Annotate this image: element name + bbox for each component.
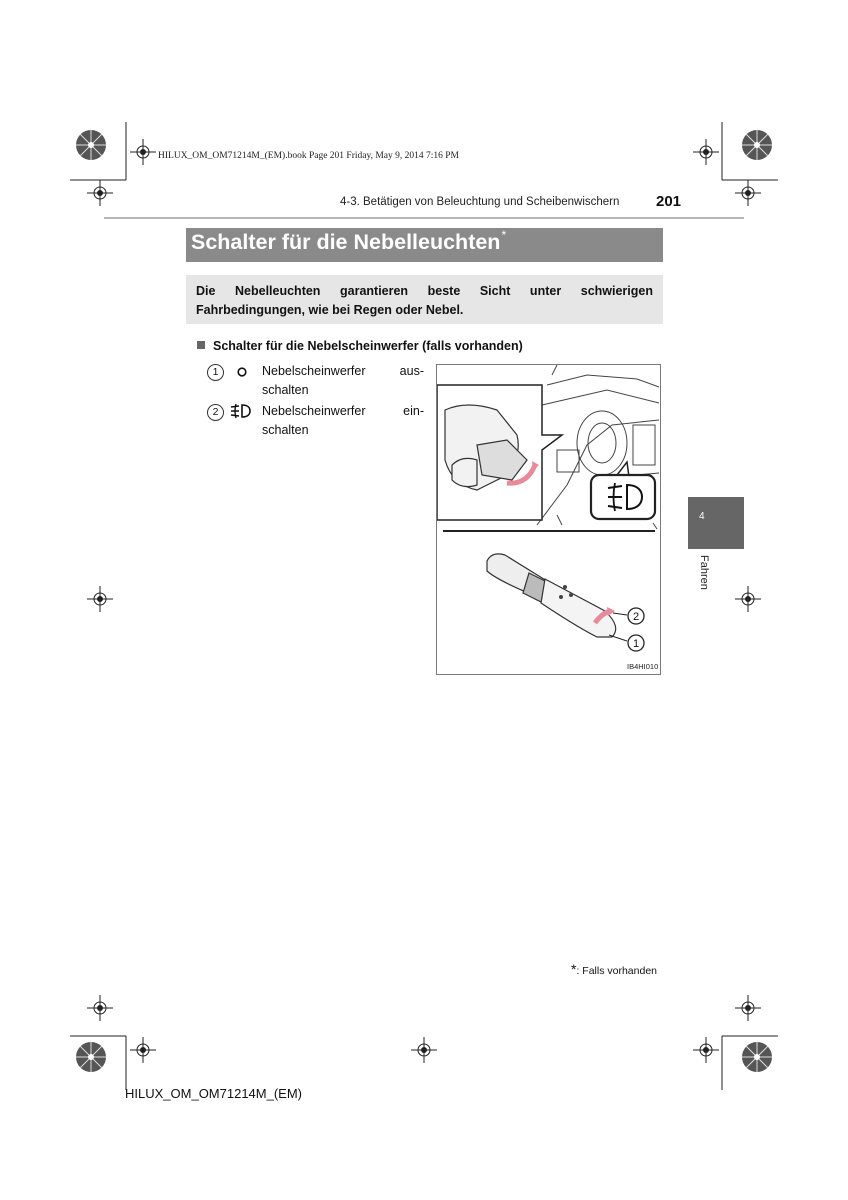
- page-title: [191, 230, 506, 255]
- crosshair-mark-icon: [130, 1037, 156, 1063]
- footnote-text: : Falls vorhanden: [576, 965, 657, 977]
- footer-code: HILUX_OM_OM71214M_(EM): [125, 1086, 302, 1101]
- chapter-label: Fahren: [698, 555, 710, 590]
- chapter-number: 4: [699, 511, 705, 522]
- crosshair-mark-icon: [130, 139, 156, 165]
- title-star: *: [501, 228, 507, 242]
- off-circle-icon: [236, 366, 248, 378]
- figure-code: IB4HI010: [627, 662, 659, 671]
- item-2-line-1: Nebelscheinwerfer ein-: [262, 404, 424, 418]
- fog-light-icon: [230, 402, 252, 420]
- page-number: 201: [656, 193, 682, 210]
- crosshair-mark-icon: [735, 586, 761, 612]
- chapter-tab[interactable]: [688, 497, 744, 549]
- callout-1: 1: [632, 638, 640, 650]
- footnote: [571, 961, 657, 977]
- header-rule: [104, 217, 744, 219]
- crosshair-mark-icon: [735, 180, 761, 206]
- subsection-heading-text: Schalter für die Nebelscheinwerfer (falls vorhanden): [213, 339, 523, 353]
- fog-switch-illustration: [437, 365, 660, 674]
- registration-rosette-icon: [75, 1041, 107, 1073]
- callout-2: 2: [632, 611, 640, 623]
- crosshair-mark-icon: [693, 139, 719, 165]
- section-title: 4-3. Betätigen von Beleuchtung und Scheibenwischern: [340, 196, 620, 208]
- registration-rosette-icon: [75, 129, 107, 161]
- crosshair-mark-icon: [735, 995, 761, 1021]
- crosshair-mark-icon: [87, 180, 113, 206]
- figure-illustration: [436, 364, 661, 675]
- registration-rosette-icon: [741, 129, 773, 161]
- page-title-text: Schalter für die Nebelleuchten: [191, 230, 501, 254]
- bullet-square-icon: [197, 341, 205, 349]
- crosshair-mark-icon: [693, 1037, 719, 1063]
- item-2-line-2: schalten: [262, 423, 309, 437]
- registration-rosette-icon: [741, 1041, 773, 1073]
- item-1-line-1: Nebelscheinwerfer aus-: [262, 364, 424, 378]
- item-1-line-2: schalten: [262, 383, 309, 397]
- print-info: HILUX_OM_OM71214M_(EM).book Page 201 Friday, May 9, 2014 7:16 PM: [158, 151, 459, 161]
- crosshair-mark-icon: [87, 995, 113, 1021]
- item-number-1: 1: [207, 362, 224, 381]
- item-number-2: 2: [207, 402, 224, 421]
- crosshair-mark-icon: [87, 586, 113, 612]
- crosshair-mark-icon: [411, 1037, 437, 1063]
- subsection-heading: [197, 339, 523, 353]
- footnote-star: *: [571, 961, 577, 977]
- intro-text: Die Nebelleuchten garantieren beste Sicht unter schwierigen Fahrbedingungen, wie bei Regen oder Nebel.: [196, 284, 653, 317]
